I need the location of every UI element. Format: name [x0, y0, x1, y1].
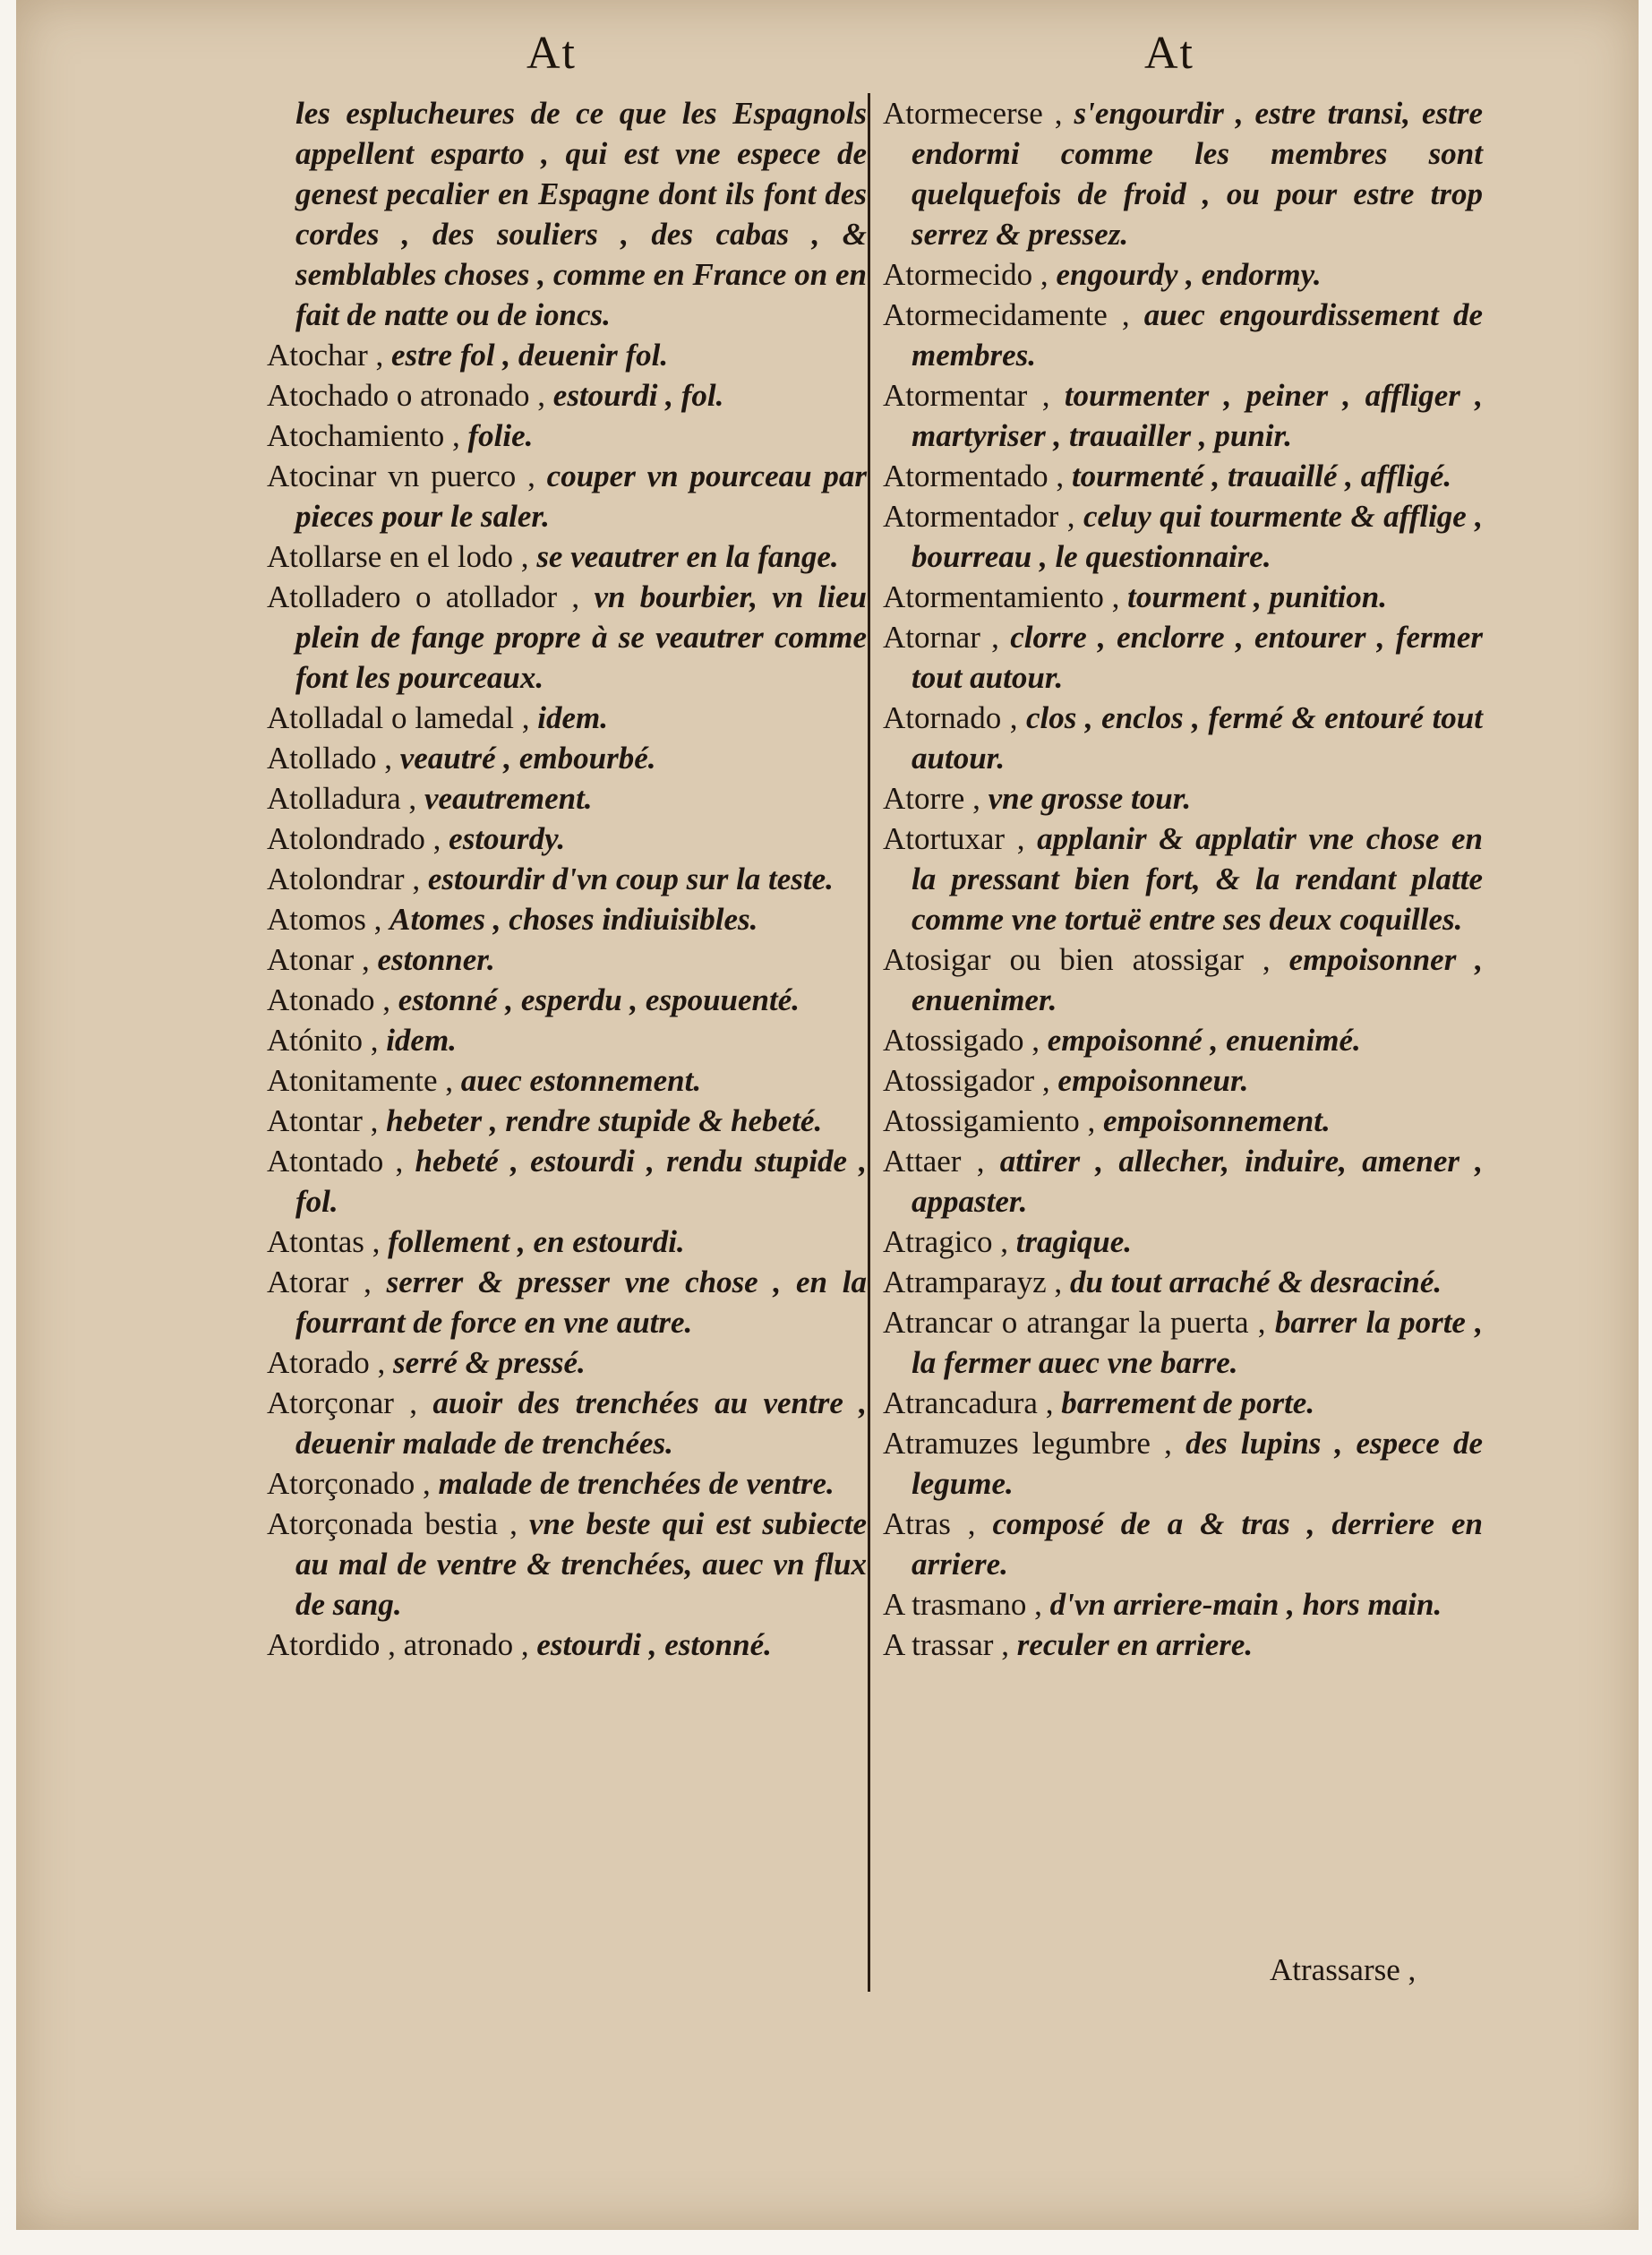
- entry-translation: reculer en arriere.: [1016, 1627, 1254, 1662]
- entry-headword: Atollado ,: [267, 741, 392, 776]
- entry-translation: composé de a & tras , derriere en arriere.: [912, 1506, 1484, 1582]
- entry-translation: tourment , punition.: [1127, 579, 1387, 614]
- dictionary-entry: [267, 899, 867, 939]
- entry-translation: serrer & presser vne chose , en la fourrant de force en vne autre.: [295, 1265, 867, 1340]
- dictionary-entry: [267, 778, 867, 819]
- dictionary-entry: [883, 93, 1483, 254]
- entry-translation: engourdy , endormy.: [1056, 257, 1322, 292]
- entry-translation: applanir & applatir vne chose en la pressant bien fort, & la rendant platte comme vne tortuë entre ses deux coquilles.: [912, 821, 1483, 937]
- dictionary-entry: [883, 496, 1483, 577]
- dictionary-entry: [883, 1222, 1483, 1262]
- dictionary-entry: [883, 819, 1483, 939]
- running-header-left: At: [526, 28, 577, 79]
- entry-translation: du tout arraché & desraciné.: [1069, 1265, 1442, 1299]
- entry-headword: Attaer ,: [883, 1144, 985, 1179]
- running-header-right: At: [1144, 28, 1194, 79]
- dictionary-entry: [267, 1262, 867, 1342]
- dictionary-page: [16, 0, 1639, 2230]
- entry-headword: Atochar ,: [267, 338, 384, 373]
- dictionary-entry: [883, 698, 1483, 778]
- entry-translation: celuy qui tourmente & afflige , bourreau , le questionnaire.: [912, 499, 1484, 574]
- entry-headword: Atorado ,: [267, 1345, 386, 1380]
- entry-headword: Atosigar ou bien atossigar ,: [883, 942, 1271, 977]
- entry-translation: auec estonnement.: [460, 1063, 702, 1098]
- entry-translation: follement , en estourdi.: [388, 1224, 685, 1259]
- entry-headword: Atossigador ,: [883, 1063, 1050, 1098]
- dictionary-entry: [267, 1222, 867, 1262]
- dictionary-entry: [883, 456, 1483, 496]
- dictionary-entry: [883, 254, 1483, 295]
- dictionary-entry: [883, 939, 1483, 1020]
- entry-headword: Atontas ,: [267, 1224, 381, 1259]
- entry-headword: Atochamiento ,: [267, 418, 460, 453]
- dictionary-entry: [267, 698, 867, 738]
- dictionary-entry: [267, 1020, 867, 1060]
- entry-translation: estonné , esperdu , espouuenté.: [398, 982, 800, 1017]
- dictionary-entry: [883, 1020, 1483, 1060]
- entry-headword: Atormentar ,: [883, 378, 1050, 413]
- dictionary-entry: [267, 1141, 867, 1222]
- dictionary-entry: [267, 335, 867, 375]
- entry-headword: Atolondrado ,: [267, 821, 441, 856]
- entry-headword: Atollarse en el lodo ,: [267, 539, 529, 574]
- entry-headword: Atragico ,: [883, 1224, 1008, 1259]
- dictionary-entry: [883, 1101, 1483, 1141]
- dictionary-entry: [883, 778, 1483, 819]
- dictionary-entry: [267, 1625, 867, 1665]
- entry-translation: vne beste qui est subiecte au mal de ventre & trenchées, auec vn flux de sang.: [295, 1506, 868, 1622]
- entry-translation: les esplucheures de ce que les Espagnols appellent esparto , qui est vne espece de genest pecalier en Espagne dont ils font des cordes , des souliers , des cabas , & semblables choses , comme en France on en fait de natte ou de ioncs.: [295, 96, 867, 332]
- entry-translation: estourdy.: [449, 821, 566, 856]
- entry-translation: des lupins , espece de legume.: [912, 1426, 1484, 1501]
- entry-headword: Atornar ,: [883, 620, 999, 655]
- entry-headword: Atossigado ,: [883, 1023, 1040, 1058]
- entry-translation: estonner.: [377, 942, 495, 977]
- entry-headword: Atramparayz ,: [883, 1265, 1063, 1299]
- entry-translation: estourdi , estonné.: [536, 1627, 772, 1662]
- right-column: [883, 93, 1483, 1665]
- entry-headword: Atonar ,: [267, 942, 370, 977]
- entry-headword: Atramuzes legumbre ,: [883, 1426, 1172, 1461]
- entry-headword: Atontado ,: [267, 1144, 404, 1179]
- entry-headword: Atochado o atronado ,: [267, 378, 546, 413]
- dictionary-entry: [883, 1625, 1483, 1665]
- dictionary-entry: [883, 1302, 1483, 1383]
- entry-headword: Atormentado ,: [883, 459, 1065, 493]
- entry-translation: tragique.: [1015, 1224, 1133, 1259]
- catchword: Atrassarse ,: [1270, 1952, 1417, 1987]
- entry-translation: se veautrer en la fange.: [536, 539, 839, 574]
- dictionary-entry: [267, 980, 867, 1020]
- entry-translation: tourmenter , peiner , affliger , martyriser , trauailler , punir.: [912, 378, 1484, 453]
- entry-headword: Atrancadura ,: [883, 1385, 1054, 1420]
- entry-headword: Atolladero o atollador ,: [267, 579, 580, 614]
- entry-headword: Atomos ,: [267, 902, 382, 937]
- dictionary-entry: [267, 1463, 867, 1504]
- entry-translation: auoir des trenchées au ventre , deuenir malade de trenchées.: [295, 1385, 867, 1461]
- dictionary-entry: [883, 1060, 1483, 1101]
- entry-translation: barrement de porte.: [1061, 1385, 1315, 1420]
- entry-headword: Atornado ,: [883, 700, 1018, 735]
- entry-translation: hebeté , estourdi , rendu stupide , fol.: [295, 1144, 868, 1219]
- dictionary-entry: [267, 939, 867, 980]
- entry-translation: tourmenté , trauaillé , affligé.: [1071, 459, 1452, 493]
- entry-translation: hebeter , rendre stupide & hebeté.: [386, 1103, 823, 1138]
- column-divider: [868, 93, 870, 1992]
- dictionary-entry: [267, 1060, 867, 1101]
- dictionary-entry: [267, 375, 867, 416]
- dictionary-entry: [267, 536, 867, 577]
- entry-headword: Atónito ,: [267, 1023, 379, 1058]
- entry-translation: d'vn arriere-main , hors main.: [1049, 1587, 1442, 1622]
- entry-translation: idem.: [537, 700, 609, 735]
- entry-translation: estre fol , deuenir fol.: [390, 338, 669, 373]
- dictionary-entry: [883, 1584, 1483, 1625]
- entry-headword: Atossigamiento ,: [883, 1103, 1096, 1138]
- entry-translation: serré & pressé.: [392, 1345, 586, 1380]
- entry-translation: clos , enclos , fermé & entouré tout autour.: [912, 700, 1483, 776]
- entry-translation: auec engourdissement de membres.: [912, 297, 1483, 373]
- entry-translation: estourdi , fol.: [552, 378, 724, 413]
- dictionary-entry: [883, 1141, 1483, 1222]
- dictionary-entry: [883, 1423, 1483, 1504]
- entry-translation: couper vn pourceau par pieces pour le saler.: [295, 459, 867, 534]
- dictionary-entry: [267, 1383, 867, 1463]
- entry-translation: empoisonner , enuenimer.: [912, 942, 1483, 1017]
- dictionary-entry: [267, 93, 867, 335]
- entry-translation: malade de trenchées de ventre.: [438, 1466, 835, 1501]
- entry-headword: Atolladura ,: [267, 781, 417, 816]
- entry-translation: empoisonneur.: [1057, 1063, 1249, 1098]
- entry-translation: vn bourbier, vn lieu plein de fange propre à se veautrer comme font les pourceaux.: [295, 579, 868, 695]
- entry-headword: Atorçonada bestia ,: [267, 1506, 518, 1541]
- dictionary-entry: [267, 1504, 867, 1625]
- dictionary-entry: [267, 819, 867, 859]
- dictionary-entry: [267, 1342, 867, 1383]
- dictionary-entry: [883, 1262, 1483, 1302]
- entry-translation: vne grosse tour.: [988, 781, 1192, 816]
- entry-headword: Atontar ,: [267, 1103, 379, 1138]
- entry-headword: Atrancar o atrangar la puerta ,: [883, 1305, 1266, 1340]
- dictionary-entry: [883, 1504, 1483, 1584]
- entry-headword: A trassar ,: [883, 1627, 1009, 1662]
- dictionary-entry: [267, 1101, 867, 1141]
- dictionary-entry: [883, 295, 1483, 375]
- entry-headword: A trasmano ,: [883, 1587, 1042, 1622]
- entry-headword: Atonitamente ,: [267, 1063, 454, 1098]
- entry-headword: Atormentador ,: [883, 499, 1075, 534]
- entry-headword: Atolladal o lamedal ,: [267, 700, 530, 735]
- entry-headword: Atormecidamente ,: [883, 297, 1130, 332]
- entry-translation: empoisonnement.: [1102, 1103, 1331, 1138]
- dictionary-entry: [267, 456, 867, 536]
- entry-translation: barrer la porte , la fermer auec vne barre.: [912, 1305, 1484, 1380]
- entry-translation: Atomes , choses indiuisibles.: [389, 902, 758, 937]
- entry-headword: Atolondrar ,: [267, 862, 421, 896]
- entry-translation: idem.: [386, 1023, 457, 1058]
- dictionary-entry: [267, 416, 867, 456]
- dictionary-entry: [883, 617, 1483, 698]
- entry-headword: Atorar ,: [267, 1265, 372, 1299]
- entry-translation: folie.: [467, 418, 534, 453]
- entry-translation: s'engourdir , estre transi, estre endormi comme les membres sont quelquefois de froid , ou pour estre trop serrez & pressez.: [912, 96, 1484, 252]
- entry-headword: Atormentamiento ,: [883, 579, 1120, 614]
- entry-headword: Atortuxar ,: [883, 821, 1025, 856]
- entry-headword: Atorçonado ,: [267, 1466, 431, 1501]
- entry-headword: Atras ,: [883, 1506, 976, 1541]
- entry-translation: veautrement.: [424, 781, 593, 816]
- left-column: [267, 93, 867, 1665]
- entry-translation: veautré , embourbé.: [399, 741, 656, 776]
- entry-translation: attirer , allecher, induire, amener , appaster.: [912, 1144, 1483, 1219]
- entry-translation: empoisonné , enuenimé.: [1047, 1023, 1361, 1058]
- entry-headword: Atorre ,: [883, 781, 980, 816]
- dictionary-entry: [267, 577, 867, 698]
- entry-headword: Atocinar vn puerco ,: [267, 459, 535, 493]
- entry-headword: Atormecerse ,: [883, 96, 1063, 131]
- entry-headword: Atormecido ,: [883, 257, 1049, 292]
- dictionary-entry: [267, 859, 867, 899]
- entry-headword: Atorçonar ,: [267, 1385, 418, 1420]
- dictionary-entry: [883, 375, 1483, 456]
- entry-translation: estourdir d'vn coup sur la teste.: [427, 862, 834, 896]
- entry-headword: Atonado ,: [267, 982, 391, 1017]
- dictionary-entry: [883, 1383, 1483, 1423]
- entry-headword: Atordido , atronado ,: [267, 1627, 529, 1662]
- entry-translation: clorre , enclorre , entourer , fermer tout autour.: [912, 620, 1483, 695]
- dictionary-entry: [883, 577, 1483, 617]
- dictionary-entry: [267, 738, 867, 778]
